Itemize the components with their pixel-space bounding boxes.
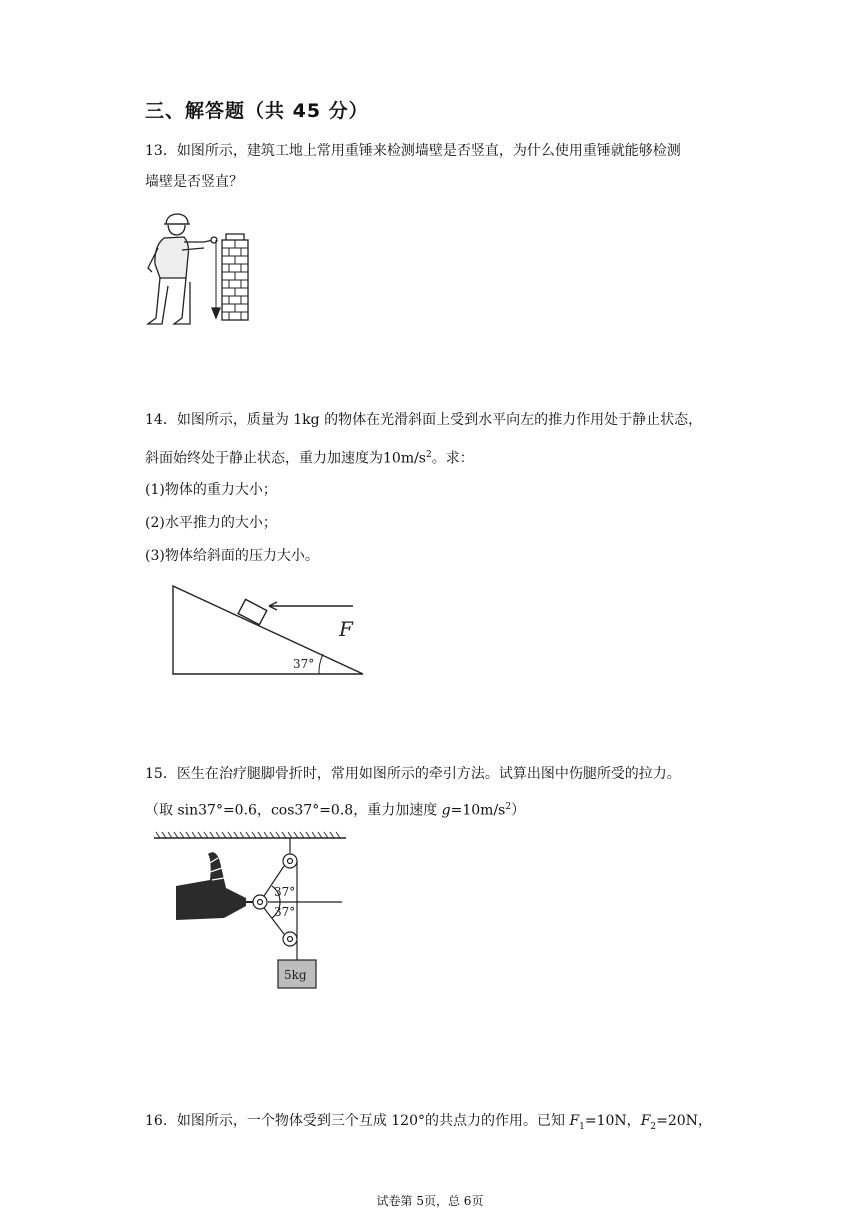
q16-f1-symbol: F xyxy=(569,1113,580,1129)
force-label: F xyxy=(339,617,353,641)
plumb-bob-worker-figure xyxy=(138,206,258,330)
incline-triangle xyxy=(173,586,363,674)
q15-line2-sup: 2 xyxy=(505,802,512,812)
page-footer: 试卷第 5页，总 6页 xyxy=(376,1194,484,1208)
q14-line2-post: 。求： xyxy=(431,450,474,467)
angle-top-label: 37° xyxy=(274,885,296,899)
q15-line2-mid: =10m/s xyxy=(450,802,506,819)
q14-line2-sup: 2 xyxy=(426,450,432,460)
q16-f2-sub: 2 xyxy=(650,1121,657,1132)
q13-line1: 13．如图所示，建筑工地上常用重锤来检测墙壁是否竖直，为什么使用重锤就能够检测 xyxy=(145,143,681,159)
q15-line2 xyxy=(145,797,525,821)
mass-label: 5kg xyxy=(284,968,307,982)
q14-sub1: (1)物体的重力大小； xyxy=(145,482,277,498)
q16-f2-value: =20N， xyxy=(656,1113,712,1129)
q16-f1-sub: 1 xyxy=(579,1121,585,1132)
q14-sub3: (3)物体给斜面的压力大小。 xyxy=(145,548,319,564)
q16-line1-text: 16．如图所示，一个物体受到三个互成 120°的共点力的作用。已知 xyxy=(145,1113,570,1129)
section-title: 三、解答题（共 45 分） xyxy=(145,100,369,122)
q15-line2-post: ） xyxy=(511,802,526,819)
q16-line1 xyxy=(145,1111,712,1137)
inclined-plane-figure xyxy=(165,580,370,680)
q14-line2 xyxy=(145,445,474,469)
q15-g-symbol: g xyxy=(441,802,451,819)
traction-figure xyxy=(150,828,350,993)
q15-line2-text: （取 sin37°=0.6，cos37°=0.8，重力加速度 xyxy=(145,802,442,819)
angle-label: 37° xyxy=(293,657,315,671)
angle-bottom-label: 37° xyxy=(274,905,296,919)
q16-f2-symbol: F xyxy=(640,1113,651,1129)
q16-f1-value: =10N， xyxy=(584,1113,641,1129)
q15-line1: 15．医生在治疗腿脚骨折时，常用如图所示的牵引方法。试算出图中伤腿所受的拉力。 xyxy=(145,766,681,782)
block xyxy=(238,599,267,624)
q14-sub2: (2)水平推力的大小； xyxy=(145,515,277,531)
q14-line1: 14．如图所示，质量为 1kg 的物体在光滑斜面上受到水平向左的推力作用处于静止状态， xyxy=(145,412,703,428)
q13-line2: 墙壁是否竖直？ xyxy=(145,174,243,190)
q14-line2-text: 斜面始终处于静止状态，重力加速度为10m/s xyxy=(145,450,426,467)
